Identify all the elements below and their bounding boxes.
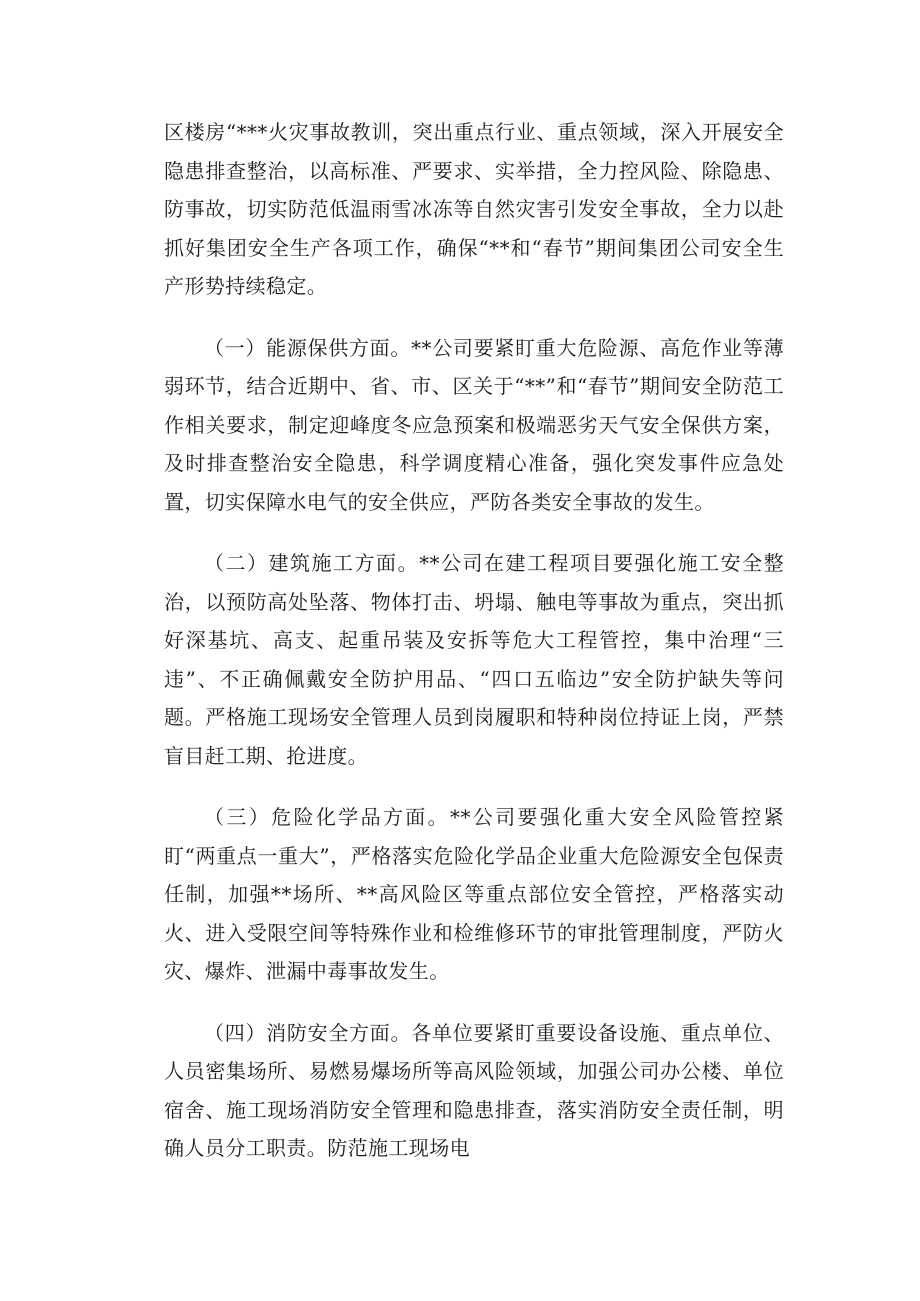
paragraph-continuation: 区楼房“***火灾事故教训，突出重点行业、重点领域，深入开展安全隐患排查整治，以高标准、严要求、实举措，全力控风险、除隐患、防事故，切实防范低温雨雪冰冻等自然灾害引发安全事故，全力以赴抓好集团安全生产各项工作，确保“**和“春节”期间集团公司安全生产形势持续稳定。 — [164, 120, 784, 298]
paragraph-hazardous-chemicals: （三）危险化学品方面。**公司要强化重大安全风险管控紧盯“两重点一重大”，严格落实危险化学品企业重大危险源安全包保责任制，加强**场所、**高风险区等重点部位安全管控，严格落实动火、进入受限空间等特殊作业和检维修环节的审批管理制度，严防火灾、爆炸、泄漏中毒事故发生。 — [164, 805, 784, 983]
paragraph-energy-supply: （一）能源保供方面。**公司要紧盯重大危险源、高危作业等薄弱环节，结合近期中、省、市、区关于“**”和“春节”期间安全防范工作相关要求，制定迎峰度冬应急预案和极端恶劣天气安全保供方案，及时排查整治安全隐患，科学调度精心准备，强化突发事件应急处置，切实保障水电气的安全供应，严防各类安全事故的发生。 — [164, 335, 784, 514]
paragraph-fire-safety: （四）消防安全方面。各单位要紧盯重要设备设施、重点单位、人员密集场所、易燃易爆场所等高风险领域，加强公司办公楼、单位宿舍、施工现场消防安全管理和隐患排查，落实消防安全责任制，明确人员分工职责。防范施工现场电 — [164, 1020, 784, 1160]
paragraph-construction: （二）建筑施工方面。**公司在建工程项目要强化施工安全整治，以预防高处坠落、物体打击、坍塌、触电等事故为重点，突出抓好深基坑、高支、起重吊装及安拆等危大工程管控，集中治理“三违”、不正确佩戴安全防护用品、“四口五临边”安全防护缺失等问题。严格施工现场安全管理人员到岗履职和特种岗位持证上岗，严禁盲目赶工期、抢进度。 — [164, 551, 784, 768]
document-body — [164, 113, 784, 1168]
